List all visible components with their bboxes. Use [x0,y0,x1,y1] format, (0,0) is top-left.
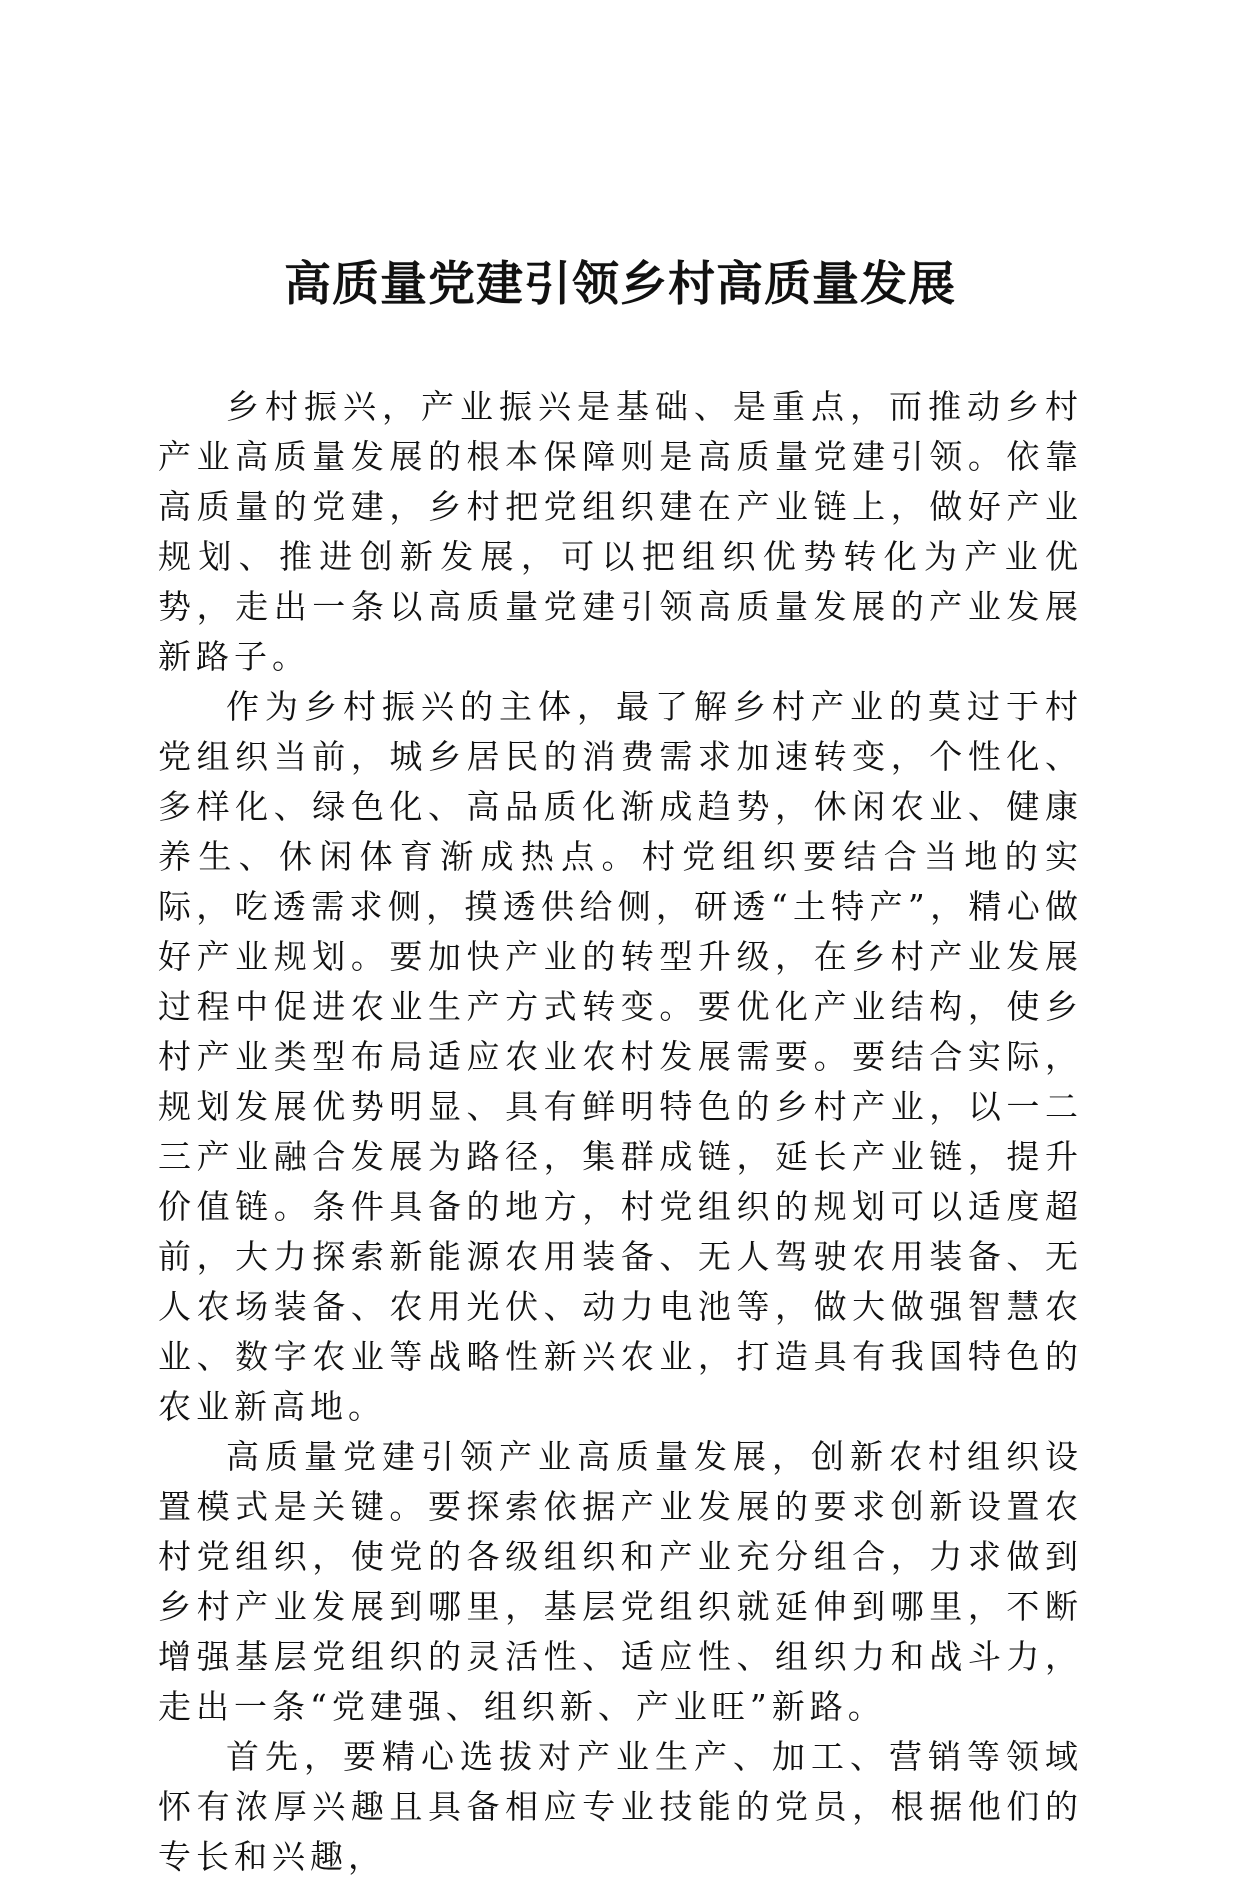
paragraph: 高质量党建引领产业高质量发展，创新农村组织设置模式是关键。要探索依据产业发展的要求创新设置农村党组织，使党的各级组织和产业充分组合，力求做到乡村产业发展到哪里，基层党组织就延伸到哪里，不断增强基层党组织的灵活性、适应性、组织力和战斗力，走出一条“党建强、组织新、产业旺”新路。 [158,1437,1083,1726]
document-body [158,382,1083,1882]
document-title: 高质量党建引领乡村高质量发展 [284,257,956,312]
paragraph: 作为乡村振兴的主体，最了解乡村产业的莫过于村党组织当前，城乡居民的消费需求加速转变，个性化、多样化、绿色化、高品质化渐成趋势，休闲农业、健康养生、休闲体育渐成热点。村党组织要结合当地的实际，吃透需求侧，摸透供给侧，研透“土特产”，精心做好产业规划。要加快产业的转型升级，在乡村产业发展过程中促进农业生产方式转变。要优化产业结构，使乡村产业类型布局适应农业农村发展需要。要结合实际，规划发展优势明显、具有鲜明特色的乡村产业，以一二三产业融合发展为路径，集群成链，延长产业链，提升价值链。条件具备的地方，村党组织的规划可以适度超前，大力探索新能源农用装备、无人驾驶农用装备、无人农场装备、农用光伏、动力电池等，做大做强智慧农业、数字农业等战略性新兴农业，打造具有我国特色的农业新高地。 [158,687,1083,1426]
paragraph: 首先，要精心选拔对产业生产、加工、营销等领域怀有浓厚兴趣且具备相应专业技能的党员，根据他们的专长和兴趣， [158,1737,1083,1876]
paragraph: 乡村振兴，产业振兴是基础、是重点，而推动乡村产业高质量发展的根本保障则是高质量党建引领。依靠高质量的党建，乡村把党组织建在产业链上，做好产业规划、推进创新发展，可以把组织优势转化为产业优势，走出一条以高质量党建引领高质量发展的产业发展新路子。 [158,387,1083,676]
